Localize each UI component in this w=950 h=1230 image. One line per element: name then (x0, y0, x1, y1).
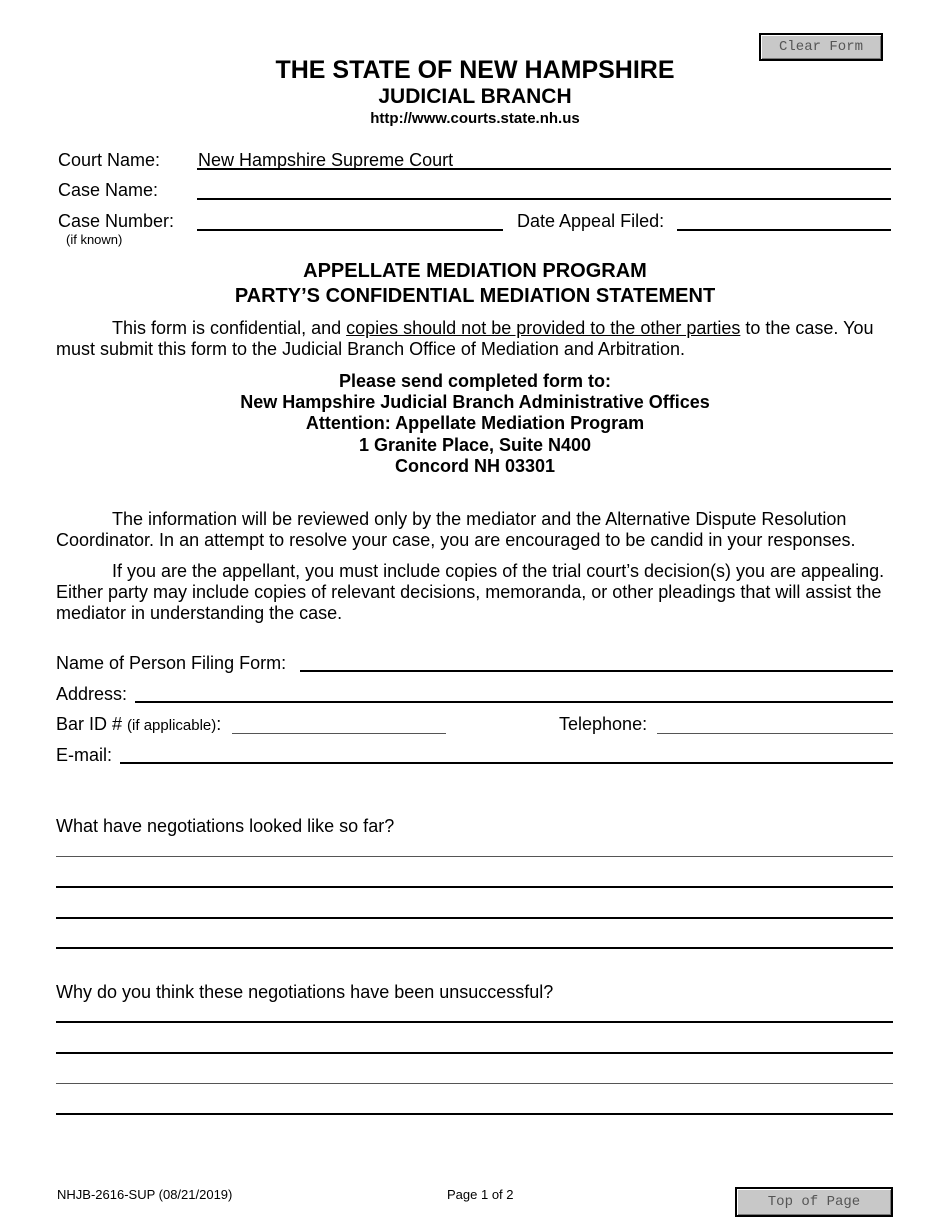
street-line: 1 Granite Place, Suite N400 (358, 435, 592, 455)
date-appeal-field[interactable] (677, 209, 891, 231)
email-label: E-mail: (56, 745, 113, 765)
filer-name-label: Name of Person Filing Form: (56, 653, 287, 673)
court-name-label: Court Name: (58, 150, 161, 170)
statement-title: PARTY’S CONFIDENTIAL MEDIATION STATEMENT (234, 285, 716, 307)
clear-form-button[interactable]: Clear Form (759, 33, 883, 61)
email-field[interactable] (120, 742, 893, 764)
intro-underlined: copies should not be provided to the other parties (346, 318, 741, 338)
send-to-line: Please send completed form to: (338, 371, 612, 391)
question-negotiations: What have negotiations looked like so far? (56, 816, 395, 836)
form-id: NHJB-2616-SUP (08/21/2019) (57, 1187, 233, 1202)
answer-line[interactable] (56, 1093, 893, 1115)
court-name-value: New Hampshire Supreme Court (198, 150, 454, 170)
case-number-field[interactable] (197, 209, 503, 231)
intro-text-1: This form is confidential, and (112, 318, 347, 338)
attention-line: Attention: Appellate Mediation Program (305, 413, 645, 433)
page-number: Page 1 of 2 (447, 1187, 514, 1202)
question-unsuccessful: Why do you think these negotiations have been unsuccessful? (56, 982, 554, 1002)
date-appeal-label: Date Appeal Filed: (517, 211, 665, 231)
office-line: New Hampshire Judicial Branch Administrative Offices (240, 392, 710, 412)
bar-id-colon: : (216, 714, 222, 734)
telephone-field[interactable] (657, 712, 893, 734)
telephone-label: Telephone: (559, 714, 648, 734)
branch-title: JUDICIAL BRANCH (378, 85, 572, 108)
city-line: Concord NH 03301 (394, 456, 556, 476)
answer-line[interactable] (56, 1062, 893, 1084)
address-label: Address: (56, 684, 128, 704)
confidentiality-notice (56, 318, 906, 360)
court-url: http://www.courts.state.nh.us (370, 110, 580, 127)
case-name-label: Case Name: (58, 180, 159, 200)
answer-line[interactable] (56, 1032, 893, 1054)
bar-id-field[interactable] (232, 712, 446, 734)
case-name-field[interactable] (197, 178, 891, 200)
state-title: THE STATE OF NEW HAMPSHIRE (275, 56, 675, 84)
bar-id-label (56, 714, 221, 735)
answer-line[interactable] (56, 1001, 893, 1023)
case-number-label: Case Number: (58, 211, 175, 231)
review-paragraph: The information will be reviewed only by the mediator and the Alternative Dispute Resolution Coordinator. In an attempt to resolve your case, you are encouraged to be candid in your responses. (56, 509, 856, 550)
answer-line[interactable] (56, 835, 893, 857)
top-of-page-button[interactable]: Top of Page (735, 1187, 893, 1217)
case-number-note: (if known) (66, 232, 123, 247)
answer-line[interactable] (56, 897, 893, 919)
bar-id-text: Bar ID # (56, 714, 123, 734)
intro-text-2: to the case. You must submit this form to the Judicial Branch Office of Mediation and Arbitration. (56, 318, 874, 359)
address-field[interactable] (135, 681, 893, 703)
bar-id-note: (if applicable) (127, 717, 217, 734)
program-title: APPELLATE MEDIATION PROGRAM (303, 260, 647, 282)
appellant-paragraph: If you are the appellant, you must include copies of the trial court’s decision(s) you are appealing. Either party may include copies of relevant decisions, memoranda, or other pleadings that will assist the mediator in understanding the case. (56, 561, 885, 623)
answer-line[interactable] (56, 866, 893, 888)
answer-line[interactable] (56, 927, 893, 949)
filer-name-field[interactable] (300, 650, 893, 672)
